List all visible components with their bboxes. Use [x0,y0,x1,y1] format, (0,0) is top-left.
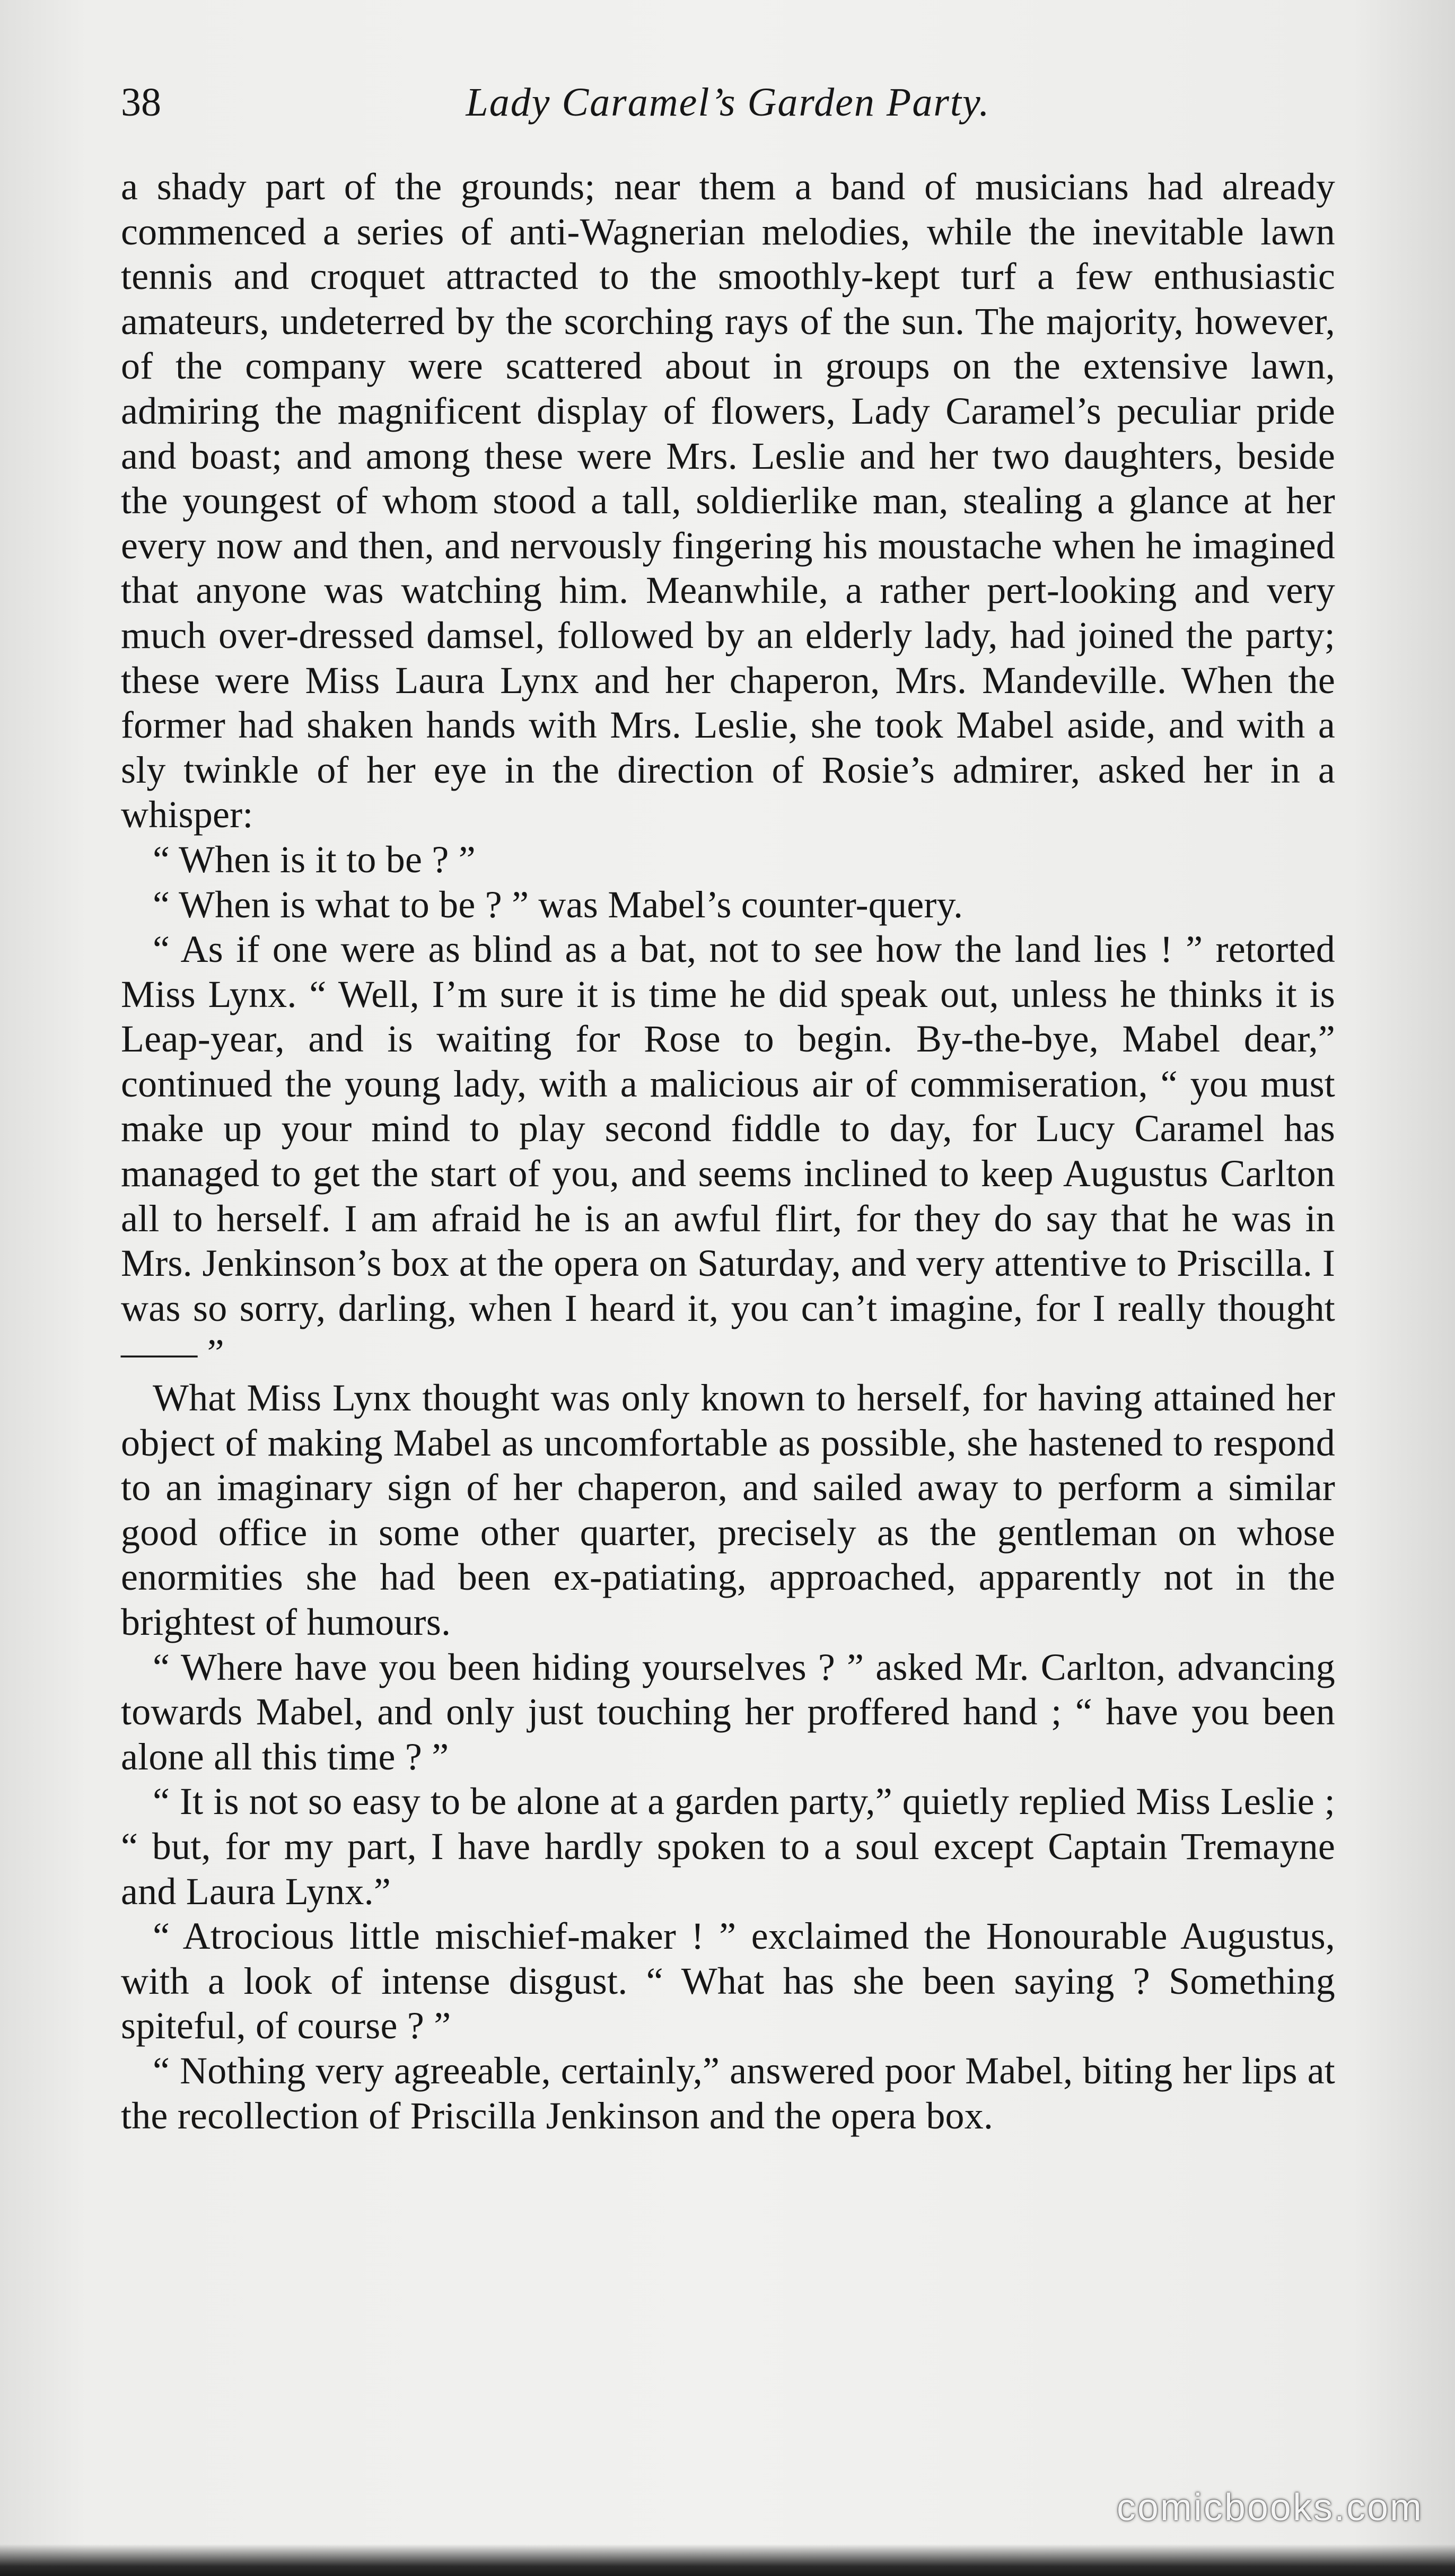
paragraph: What Miss Lynx thought was only known to herself, for having attained her object of making Mabel as uncomfortable as possible, she hastened to respond to an imaginary sign of her chaperon, and sailed away to perform a similar good office in some other quarter, precisely as the gentleman on whose enormities she had been ex-patiating, approached, apparently not in the brightest of humours. [121,1377,1335,1643]
paragraph: “ It is not so easy to be alone at a garden party,” quietly replied Miss Leslie ; “ but, for my part, I have hardly spoken to a soul except Captain Tremayne and Laura Lynx.” [121,1780,1335,1913]
paragraph: “ When is what to be ? ” was Mabel’s counter-query. [153,883,963,926]
body-text [121,164,1335,2138]
running-title: Lady Caramel’s Garden Party. [466,80,991,125]
paragraph: “ Where have you been hiding yourselves ? ” asked Mr. Carlton, advancing towards Mabel, and only just touching her proffered hand ; “ have you been alone all this time ? ” [121,1645,1335,1778]
page-number: 38 [121,80,161,125]
paragraph: “ As if one were as blind as a bat, not to see how the land lies ! ” retorted Miss Lynx. “ Well, I’m sure it is time he did speak out, unless he thinks it is Leap-year, and is waiting for Rose to begin. By-the-bye, Mabel dear,” continued the young lady, with a malicious air of commiseration, “ you must make up your mind to play second fiddle to day, for Lucy Caramel has managed to get the start of you, and seems inclined to keep Augustus Carlton all to herself. I am afraid he is an awful flirt, for they do say that he was in Mrs. Jenkinson’s box at the opera on Saturday, and very attentive to Priscilla. I was so sorry, darling, when I heard it, you can’t imagine, for I really thought —— ” [121,928,1335,1374]
paragraph: “ Atrocious little mischief-maker ! ” exclaimed the Honourable Augustus, with a look of intense disgust. “ What has she been saying ? Something spiteful, of course ? ” [121,1915,1335,2047]
page-header [121,74,1335,138]
paragraph: a shady part of the grounds; near them a band of musicians had already commenced a series of anti-Wagnerian melodies, while the inevitable lawn tennis and croquet attracted to the smoothly-kept turf a few enthusiastic amateurs, undeterred by the scorching rays of the sun. The majority, however, of the company were scattered about in groups on the extensive lawn, admiring the magnificent display of flowers, Lady Caramel’s peculiar pride and boast; and among these were Mrs. Leslie and her two daughters, beside the youngest of whom stood a tall, soldierlike man, stealing a glance at her every now and then, and nervously fingering his moustache when he imagined that anyone was watching him. Meanwhile, a rather pert-looking and very much over-dressed damsel, followed by an elderly lady, had joined the party; these were Miss Laura Lynx and her chaperon, Mrs. Mandeville. When the former had shaken hands with Mrs. Leslie, she took Mabel aside, and with a sly twinkle of her eye in the direction of Rosie’s admirer, asked her in a whisper: [121,165,1335,836]
paragraph: “ Nothing very agreeable, certainly,” answered poor Mabel, biting her lips at the recollection of Priscilla Jenkinson and the opera box. [121,2049,1335,2137]
watermark: comicbooks.com [1116,2486,1423,2529]
paragraph: “ When is it to be ? ” [153,838,476,881]
